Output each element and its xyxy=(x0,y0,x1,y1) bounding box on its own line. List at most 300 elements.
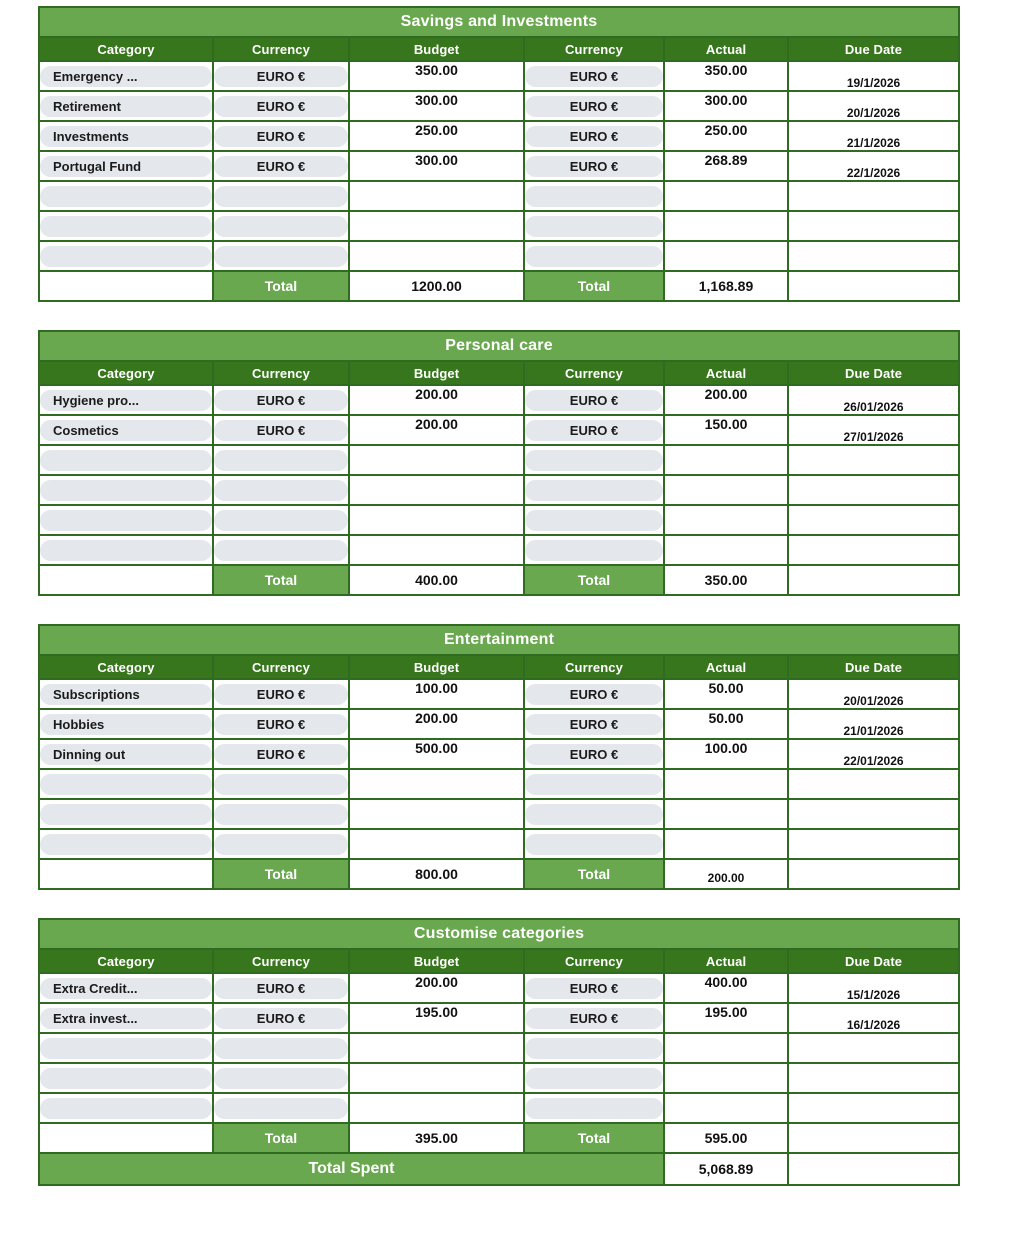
currency-budget-cell[interactable] xyxy=(213,121,349,151)
table-row xyxy=(39,679,959,709)
currency-budget-value: EURO € xyxy=(214,744,348,765)
currency-budget-placeholder xyxy=(214,1038,348,1059)
due-date-cell-empty[interactable] xyxy=(788,445,959,475)
category-value: Hygiene pro... xyxy=(40,390,212,411)
category-placeholder xyxy=(40,774,212,795)
category-cell-empty[interactable] xyxy=(39,1093,213,1123)
table-row-empty xyxy=(39,241,959,271)
currency-budget-placeholder xyxy=(214,186,348,207)
actual-cell-empty[interactable] xyxy=(664,241,788,271)
category-value: Dinning out xyxy=(40,744,212,765)
currency-actual-placeholder xyxy=(525,510,663,531)
actual-cell-empty[interactable] xyxy=(664,535,788,565)
total-actual-value: 200.00 xyxy=(664,859,788,889)
category-cell-empty[interactable] xyxy=(39,475,213,505)
currency-actual-cell-empty[interactable] xyxy=(524,829,664,859)
column-header-1: Category xyxy=(39,361,213,385)
category-cell[interactable] xyxy=(39,679,213,709)
currency-budget-placeholder xyxy=(214,450,348,471)
category-cell[interactable] xyxy=(39,121,213,151)
table-row-empty xyxy=(39,799,959,829)
table-row xyxy=(39,709,959,739)
currency-actual-cell[interactable] xyxy=(524,121,664,151)
table-row xyxy=(39,91,959,121)
grand-total-trailing xyxy=(788,1153,959,1185)
currency-budget-value: EURO € xyxy=(214,714,348,735)
currency-budget-value: EURO € xyxy=(214,126,348,147)
currency-actual-placeholder xyxy=(525,246,663,267)
currency-budget-placeholder xyxy=(214,216,348,237)
budget-cell[interactable]: 350.00 xyxy=(349,61,524,91)
total-budget-value: 395.00 xyxy=(349,1123,524,1153)
category-placeholder xyxy=(40,1098,212,1119)
currency-actual-cell-empty[interactable] xyxy=(524,535,664,565)
currency-budget-cell-empty[interactable] xyxy=(213,535,349,565)
currency-budget-cell-empty[interactable] xyxy=(213,1093,349,1123)
category-cell-empty[interactable] xyxy=(39,241,213,271)
currency-actual-placeholder xyxy=(525,834,663,855)
category-value: Hobbies xyxy=(40,714,212,735)
category-value: Extra Credit... xyxy=(40,978,212,999)
currency-actual-value: EURO € xyxy=(525,978,663,999)
column-header-4: Currency xyxy=(524,361,664,385)
total-actual-value: 1,168.89 xyxy=(664,271,788,301)
budget-cell-empty[interactable] xyxy=(349,241,524,271)
currency-actual-value: EURO € xyxy=(525,1008,663,1029)
currency-budget-placeholder xyxy=(214,774,348,795)
category-cell[interactable] xyxy=(39,415,213,445)
due-date-cell-empty[interactable] xyxy=(788,769,959,799)
currency-budget-cell[interactable] xyxy=(213,61,349,91)
currency-budget-cell[interactable] xyxy=(213,1003,349,1033)
currency-actual-cell[interactable] xyxy=(524,415,664,445)
column-header-5: Actual xyxy=(664,361,788,385)
due-date-cell-empty[interactable] xyxy=(788,799,959,829)
table-row-empty xyxy=(39,769,959,799)
column-header-5: Actual xyxy=(664,655,788,679)
currency-budget-cell-empty[interactable] xyxy=(213,475,349,505)
currency-actual-cell-empty[interactable] xyxy=(524,799,664,829)
column-header-6: Due Date xyxy=(788,361,959,385)
table-row xyxy=(39,151,959,181)
column-header-4: Currency xyxy=(524,949,664,973)
column-header-6: Due Date xyxy=(788,37,959,61)
due-date-cell[interactable]: 22/1/2026 xyxy=(788,151,959,181)
table-row-empty xyxy=(39,1093,959,1123)
actual-cell[interactable]: 100.00 xyxy=(664,739,788,769)
currency-actual-value: EURO € xyxy=(525,156,663,177)
table-row xyxy=(39,739,959,769)
actual-cell-empty[interactable] xyxy=(664,1093,788,1123)
actual-cell[interactable]: 350.00 xyxy=(664,61,788,91)
currency-actual-cell-empty[interactable] xyxy=(524,181,664,211)
currency-actual-value: EURO € xyxy=(525,66,663,87)
currency-actual-cell[interactable] xyxy=(524,709,664,739)
table-row-empty xyxy=(39,211,959,241)
budget-cell-empty[interactable] xyxy=(349,445,524,475)
category-cell-empty[interactable] xyxy=(39,1033,213,1063)
currency-budget-value: EURO € xyxy=(214,420,348,441)
currency-budget-cell-empty[interactable] xyxy=(213,505,349,535)
total-budget-value: 400.00 xyxy=(349,565,524,595)
budget-cell[interactable]: 200.00 xyxy=(349,385,524,415)
category-value: Emergency ... xyxy=(40,66,212,87)
actual-cell[interactable]: 300.00 xyxy=(664,91,788,121)
table-row xyxy=(39,973,959,1003)
currency-actual-placeholder xyxy=(525,1098,663,1119)
currency-actual-placeholder xyxy=(525,774,663,795)
currency-actual-cell-empty[interactable] xyxy=(524,241,664,271)
column-header-3: Budget xyxy=(349,37,524,61)
currency-actual-cell[interactable] xyxy=(524,973,664,1003)
budget-cell-empty[interactable] xyxy=(349,1063,524,1093)
actual-cell-empty[interactable] xyxy=(664,505,788,535)
currency-budget-cell-empty[interactable] xyxy=(213,1063,349,1093)
due-date-cell-empty[interactable] xyxy=(788,535,959,565)
actual-cell[interactable]: 250.00 xyxy=(664,121,788,151)
currency-budget-cell-empty[interactable] xyxy=(213,1033,349,1063)
budget-cell-empty[interactable] xyxy=(349,1093,524,1123)
column-header-row xyxy=(39,949,959,973)
currency-actual-cell-empty[interactable] xyxy=(524,445,664,475)
currency-budget-placeholder xyxy=(214,540,348,561)
total-row-trailing xyxy=(788,1123,959,1153)
category-placeholder xyxy=(40,480,212,501)
budget-cell[interactable]: 195.00 xyxy=(349,1003,524,1033)
grand-total-label: Total Spent xyxy=(39,1153,664,1185)
currency-budget-cell-empty[interactable] xyxy=(213,829,349,859)
category-placeholder xyxy=(40,804,212,825)
column-header-3: Budget xyxy=(349,949,524,973)
currency-budget-cell[interactable] xyxy=(213,709,349,739)
category-cell-empty[interactable] xyxy=(39,769,213,799)
budget-cell-empty[interactable] xyxy=(349,505,524,535)
total-label-actual: Total xyxy=(524,1123,664,1153)
column-header-row xyxy=(39,37,959,61)
actual-cell-empty[interactable] xyxy=(664,799,788,829)
total-label-budget: Total xyxy=(213,271,349,301)
column-header-2: Currency xyxy=(213,37,349,61)
table-title-row xyxy=(39,331,959,361)
category-placeholder xyxy=(40,450,212,471)
category-value: Investments xyxy=(40,126,212,147)
table-row xyxy=(39,415,959,445)
actual-cell-empty[interactable] xyxy=(664,181,788,211)
currency-actual-cell-empty[interactable] xyxy=(524,1033,664,1063)
currency-actual-cell-empty[interactable] xyxy=(524,1063,664,1093)
actual-cell[interactable]: 195.00 xyxy=(664,1003,788,1033)
actual-cell[interactable]: 400.00 xyxy=(664,973,788,1003)
total-label-budget: Total xyxy=(213,859,349,889)
total-budget-value: 1200.00 xyxy=(349,271,524,301)
currency-actual-value: EURO € xyxy=(525,126,663,147)
due-date-cell[interactable]: 27/01/2026 xyxy=(788,415,959,445)
currency-budget-placeholder xyxy=(214,1068,348,1089)
total-row-spacer xyxy=(39,1123,213,1153)
due-date-cell-empty[interactable] xyxy=(788,211,959,241)
category-cell-empty[interactable] xyxy=(39,505,213,535)
column-header-5: Actual xyxy=(664,949,788,973)
due-date-cell-empty[interactable] xyxy=(788,1063,959,1093)
currency-budget-value: EURO € xyxy=(214,1008,348,1029)
currency-budget-placeholder xyxy=(214,804,348,825)
category-placeholder xyxy=(40,186,212,207)
currency-actual-value: EURO € xyxy=(525,684,663,705)
due-date-cell[interactable]: 19/1/2026 xyxy=(788,61,959,91)
actual-cell-empty[interactable] xyxy=(664,769,788,799)
budget-cell-empty[interactable] xyxy=(349,1033,524,1063)
category-cell-empty[interactable] xyxy=(39,799,213,829)
budget-cell-empty[interactable] xyxy=(349,535,524,565)
currency-actual-cell-empty[interactable] xyxy=(524,1093,664,1123)
currency-actual-placeholder xyxy=(525,1038,663,1059)
currency-actual-value: EURO € xyxy=(525,420,663,441)
total-label-actual: Total xyxy=(524,859,664,889)
column-header-6: Due Date xyxy=(788,655,959,679)
currency-budget-placeholder xyxy=(214,480,348,501)
due-date-cell-empty[interactable] xyxy=(788,1033,959,1063)
due-date-cell-empty[interactable] xyxy=(788,181,959,211)
table-title-row xyxy=(39,625,959,655)
category-cell[interactable] xyxy=(39,385,213,415)
due-date-cell-empty[interactable] xyxy=(788,1093,959,1123)
table-title: Savings and Investments xyxy=(39,7,959,37)
total-label-budget: Total xyxy=(213,565,349,595)
currency-budget-cell[interactable] xyxy=(213,739,349,769)
budget-cell-empty[interactable] xyxy=(349,829,524,859)
category-cell-empty[interactable] xyxy=(39,1063,213,1093)
budget-cell[interactable]: 200.00 xyxy=(349,973,524,1003)
budget-table-4 xyxy=(38,918,960,1186)
category-value: Subscriptions xyxy=(40,684,212,705)
currency-budget-value: EURO € xyxy=(214,96,348,117)
currency-actual-cell[interactable] xyxy=(524,1003,664,1033)
column-header-5: Actual xyxy=(664,37,788,61)
currency-budget-cell[interactable] xyxy=(213,415,349,445)
category-cell[interactable] xyxy=(39,61,213,91)
table-row-empty xyxy=(39,829,959,859)
currency-budget-cell[interactable] xyxy=(213,679,349,709)
category-value: Cosmetics xyxy=(40,420,212,441)
table-row xyxy=(39,121,959,151)
due-date-cell-empty[interactable] xyxy=(788,475,959,505)
category-cell[interactable] xyxy=(39,1003,213,1033)
budget-cell-empty[interactable] xyxy=(349,475,524,505)
due-date-cell[interactable]: 15/1/2026 xyxy=(788,973,959,1003)
column-header-1: Category xyxy=(39,655,213,679)
actual-cell[interactable]: 200.00 xyxy=(664,385,788,415)
category-cell[interactable] xyxy=(39,973,213,1003)
budget-cell[interactable]: 300.00 xyxy=(349,151,524,181)
currency-actual-cell-empty[interactable] xyxy=(524,475,664,505)
budget-cell[interactable]: 200.00 xyxy=(349,709,524,739)
currency-budget-cell-empty[interactable] xyxy=(213,181,349,211)
currency-budget-cell-empty[interactable] xyxy=(213,445,349,475)
actual-cell[interactable]: 150.00 xyxy=(664,415,788,445)
table-row-empty xyxy=(39,475,959,505)
category-cell[interactable] xyxy=(39,739,213,769)
due-date-cell[interactable]: 16/1/2026 xyxy=(788,1003,959,1033)
currency-budget-cell[interactable] xyxy=(213,151,349,181)
currency-actual-value: EURO € xyxy=(525,96,663,117)
currency-actual-cell-empty[interactable] xyxy=(524,505,664,535)
currency-actual-cell[interactable] xyxy=(524,91,664,121)
currency-budget-placeholder xyxy=(214,246,348,267)
category-cell[interactable] xyxy=(39,91,213,121)
due-date-cell[interactable]: 20/1/2026 xyxy=(788,91,959,121)
table-row-empty xyxy=(39,445,959,475)
category-cell-empty[interactable] xyxy=(39,445,213,475)
actual-cell[interactable]: 50.00 xyxy=(664,709,788,739)
category-value: Portugal Fund xyxy=(40,156,212,177)
currency-actual-placeholder xyxy=(525,186,663,207)
budget-cell-empty[interactable] xyxy=(349,181,524,211)
total-row xyxy=(39,271,959,301)
due-date-cell[interactable]: 26/01/2026 xyxy=(788,385,959,415)
actual-cell-empty[interactable] xyxy=(664,1033,788,1063)
table-row xyxy=(39,61,959,91)
table-title: Customise categories xyxy=(39,919,959,949)
currency-budget-cell-empty[interactable] xyxy=(213,211,349,241)
currency-actual-cell-empty[interactable] xyxy=(524,211,664,241)
table-title: Personal care xyxy=(39,331,959,361)
currency-actual-placeholder xyxy=(525,480,663,501)
budget-cell[interactable]: 200.00 xyxy=(349,415,524,445)
total-actual-value: 350.00 xyxy=(664,565,788,595)
grand-total-row xyxy=(39,1153,959,1185)
total-budget-value: 800.00 xyxy=(349,859,524,889)
currency-actual-cell[interactable] xyxy=(524,739,664,769)
actual-cell-empty[interactable] xyxy=(664,475,788,505)
currency-actual-value: EURO € xyxy=(525,714,663,735)
currency-actual-placeholder xyxy=(525,216,663,237)
currency-actual-cell[interactable] xyxy=(524,61,664,91)
budget-table-1 xyxy=(38,6,960,302)
budget-table-2 xyxy=(38,330,960,596)
category-cell-empty[interactable] xyxy=(39,211,213,241)
category-placeholder xyxy=(40,1068,212,1089)
category-cell[interactable] xyxy=(39,709,213,739)
budget-cell[interactable]: 500.00 xyxy=(349,739,524,769)
budget-table-3 xyxy=(38,624,960,890)
table-row xyxy=(39,1003,959,1033)
column-header-2: Currency xyxy=(213,361,349,385)
column-header-row xyxy=(39,361,959,385)
currency-budget-cell[interactable] xyxy=(213,973,349,1003)
due-date-cell-empty[interactable] xyxy=(788,505,959,535)
budget-cell[interactable]: 100.00 xyxy=(349,679,524,709)
table-row-empty xyxy=(39,505,959,535)
total-row-trailing xyxy=(788,271,959,301)
currency-actual-value: EURO € xyxy=(525,390,663,411)
column-header-6: Due Date xyxy=(788,949,959,973)
currency-budget-value: EURO € xyxy=(214,978,348,999)
table-title-row xyxy=(39,7,959,37)
total-actual-value: 595.00 xyxy=(664,1123,788,1153)
category-placeholder xyxy=(40,1038,212,1059)
category-placeholder xyxy=(40,834,212,855)
currency-actual-value: EURO € xyxy=(525,744,663,765)
category-placeholder xyxy=(40,246,212,267)
due-date-cell[interactable]: 22/01/2026 xyxy=(788,739,959,769)
currency-budget-cell[interactable] xyxy=(213,385,349,415)
column-header-4: Currency xyxy=(524,655,664,679)
due-date-cell-empty[interactable] xyxy=(788,241,959,271)
column-header-1: Category xyxy=(39,37,213,61)
column-header-3: Budget xyxy=(349,655,524,679)
total-label-actual: Total xyxy=(524,565,664,595)
currency-budget-value: EURO € xyxy=(214,156,348,177)
currency-budget-cell-empty[interactable] xyxy=(213,769,349,799)
total-label-budget: Total xyxy=(213,1123,349,1153)
table-row-empty xyxy=(39,181,959,211)
column-header-3: Budget xyxy=(349,361,524,385)
total-row xyxy=(39,859,959,889)
total-row-trailing xyxy=(788,565,959,595)
actual-cell-empty[interactable] xyxy=(664,829,788,859)
column-header-row xyxy=(39,655,959,679)
actual-cell-empty[interactable] xyxy=(664,211,788,241)
total-row-spacer xyxy=(39,271,213,301)
category-value: Extra invest... xyxy=(40,1008,212,1029)
actual-cell[interactable]: 268.89 xyxy=(664,151,788,181)
category-cell-empty[interactable] xyxy=(39,181,213,211)
budget-cell[interactable]: 300.00 xyxy=(349,91,524,121)
table-row-empty xyxy=(39,1063,959,1093)
currency-actual-cell[interactable] xyxy=(524,385,664,415)
currency-budget-value: EURO € xyxy=(214,684,348,705)
currency-budget-value: EURO € xyxy=(214,390,348,411)
currency-actual-placeholder xyxy=(525,1068,663,1089)
currency-actual-cell[interactable] xyxy=(524,151,664,181)
total-label-actual: Total xyxy=(524,271,664,301)
category-cell-empty[interactable] xyxy=(39,535,213,565)
currency-budget-placeholder xyxy=(214,834,348,855)
currency-actual-placeholder xyxy=(525,450,663,471)
table-title-row xyxy=(39,919,959,949)
category-cell-empty[interactable] xyxy=(39,829,213,859)
actual-cell-empty[interactable] xyxy=(664,1063,788,1093)
due-date-cell[interactable]: 21/1/2026 xyxy=(788,121,959,151)
table-title: Entertainment xyxy=(39,625,959,655)
budget-cell-empty[interactable] xyxy=(349,211,524,241)
category-placeholder xyxy=(40,216,212,237)
category-cell[interactable] xyxy=(39,151,213,181)
currency-actual-placeholder xyxy=(525,804,663,825)
currency-actual-cell[interactable] xyxy=(524,679,664,709)
column-header-4: Currency xyxy=(524,37,664,61)
currency-budget-cell-empty[interactable] xyxy=(213,799,349,829)
due-date-cell[interactable]: 21/01/2026 xyxy=(788,709,959,739)
currency-budget-placeholder xyxy=(214,510,348,531)
column-header-2: Currency xyxy=(213,949,349,973)
budget-cell-empty[interactable] xyxy=(349,799,524,829)
currency-budget-cell-empty[interactable] xyxy=(213,241,349,271)
category-value: Retirement xyxy=(40,96,212,117)
budget-cell-empty[interactable] xyxy=(349,769,524,799)
total-row xyxy=(39,1123,959,1153)
due-date-cell[interactable]: 20/01/2026 xyxy=(788,679,959,709)
budget-cell[interactable]: 250.00 xyxy=(349,121,524,151)
actual-cell[interactable]: 50.00 xyxy=(664,679,788,709)
column-header-1: Category xyxy=(39,949,213,973)
due-date-cell-empty[interactable] xyxy=(788,829,959,859)
currency-actual-placeholder xyxy=(525,540,663,561)
actual-cell-empty[interactable] xyxy=(664,445,788,475)
currency-budget-cell[interactable] xyxy=(213,91,349,121)
currency-actual-cell-empty[interactable] xyxy=(524,769,664,799)
category-placeholder xyxy=(40,510,212,531)
